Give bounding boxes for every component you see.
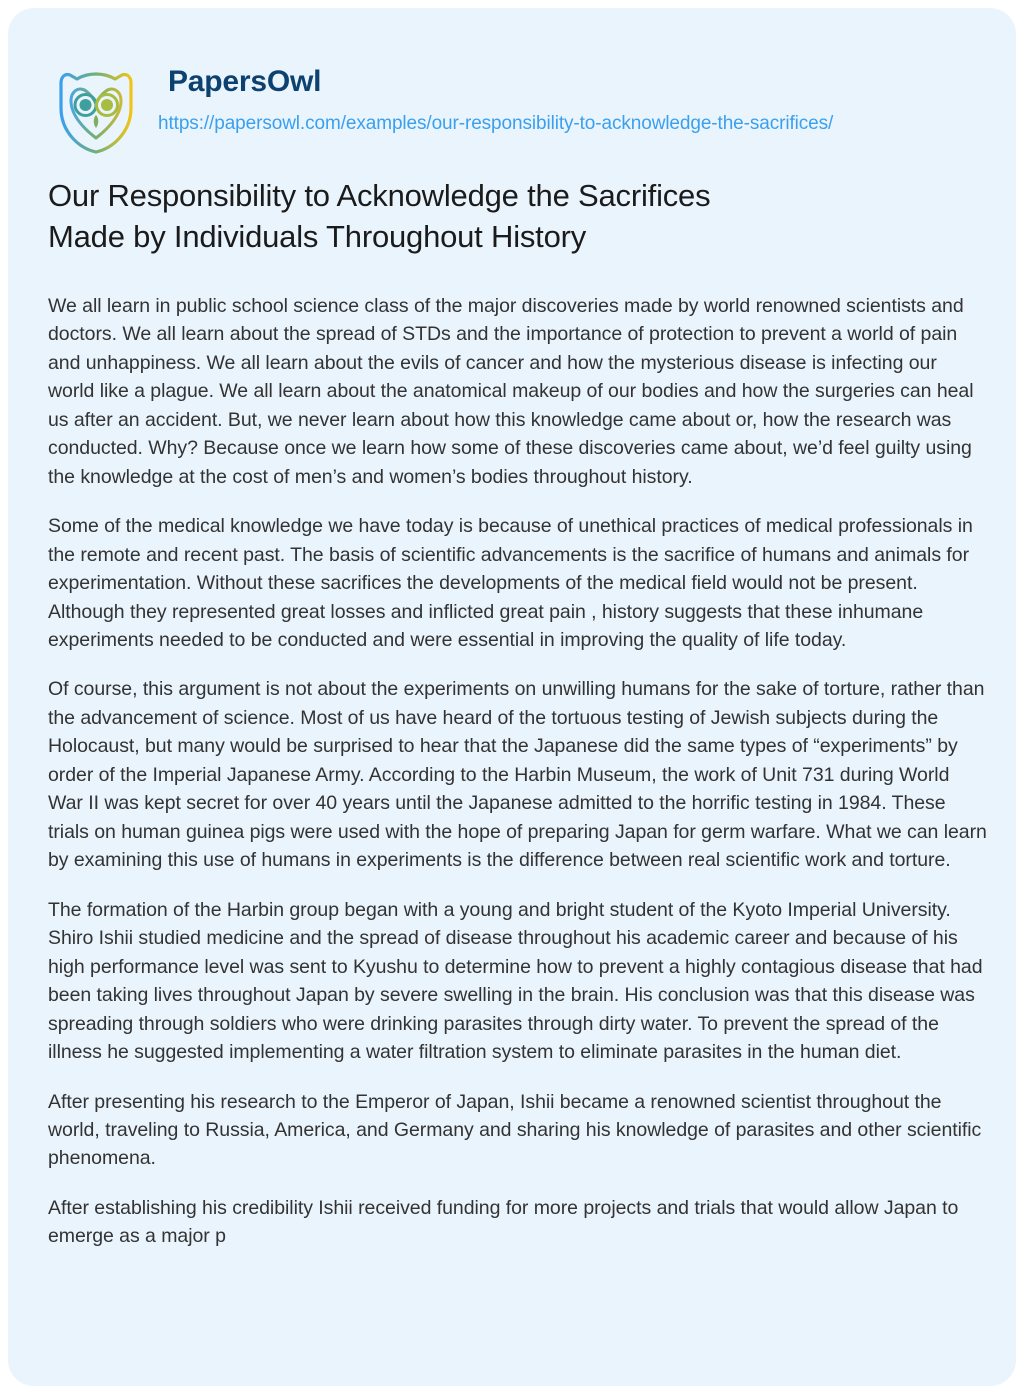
- brand-name: PapersOwl: [168, 65, 322, 98]
- owl-logo-icon: [44, 53, 148, 157]
- article-paragraph: Some of the medical knowledge we have today is because of unethical practices of medical professionals in the remote and recent past. The basis of scientific advancements is the sacrifice of humans and animals for experimentation. Without these sacrifices the developments of the medical field would not be present. Although they represented great losses and inflicted great pain , history suggests that these inhumane experiments needed to be conducted and were essential in improving the quality of life today.: [48, 515, 973, 651]
- article-paragraph: After establishing his credibility Ishii received funding for more projects and trials that would allow Japan to emerge as a major p: [48, 1196, 959, 1248]
- page-title-line-2: Made by Individuals Throughout History: [48, 218, 587, 254]
- site-header: [8, 8, 1016, 160]
- page-title: [48, 176, 748, 258]
- article-paragraph: The formation of the Harbin group began with a young and bright student of the Kyoto Imperial University. Shiro Ishii studied medicine and the spread of disease throughout his academic career and because of his high performance level was sent to Kyushu to determine how to prevent a highly contagious disease that had been taking lives throughout Japan by severe swelling in the brain. His conclusion was that this disease was spreading through soldiers who were drinking parasites through dirty water. To prevent the spread of the illness he suggested implementing a water filtration system to eliminate parasites in the human diet.: [48, 898, 983, 1064]
- page-title-line-1: Our Responsibility to Acknowledge the Sacrifices: [48, 178, 711, 213]
- article-paragraph: Of course, this argument is not about the experiments on unwilling humans for the sake of torture, rather than the advancement of science. Most of us have heard of the tortuous testing of Jewish subjects during the Holocaust, but many would be surprised to hear that the Japanese did the same types of “experiments” by order of the Imperial Japanese Army. According to the Harbin Museum, the work of Unit 731 during World War II was kept secret for over 40 years until the Japanese admitted to the horrific testing in 1984. These trials on human guinea pigs were used with the hope of preparing Japan for germ warfare. What we can learn by examining this use of humans in experiments is the difference between real scientific work and torture.: [48, 678, 987, 872]
- article-paragraph: We all learn in public school science class of the major discoveries made by world renowned scientists and doctors. We all learn about the spread of STDs and the importance of protection to prevent a world of pain and unhappiness. We all learn about the evils of cancer and how the mysterious disease is infecting our world like a plague. We all learn about the anatomical makeup of our bodies and how the surgeries can heal us after an accident. But, we never learn about how this knowledge came about or, how the research was conducted. Why? Because once we learn how some of these discoveries came about, we’d feel guilty using the knowledge at the cost of men’s and women’s bodies throughout history.: [48, 294, 974, 488]
- page-url-link[interactable]: https://papersowl.com/examples/our-responsibility-to-acknowledge-the-sacrifices/: [158, 113, 834, 134]
- article: [48, 176, 988, 1251]
- page-card: [8, 8, 1016, 1386]
- article-paragraph: After presenting his research to the Emperor of Japan, Ishii became a renowned scientist throughout the world, traveling to Russia, America, and Germany and sharing his knowledge of parasites and other scientific phenomena.: [48, 1090, 982, 1170]
- article-body: [48, 292, 988, 1251]
